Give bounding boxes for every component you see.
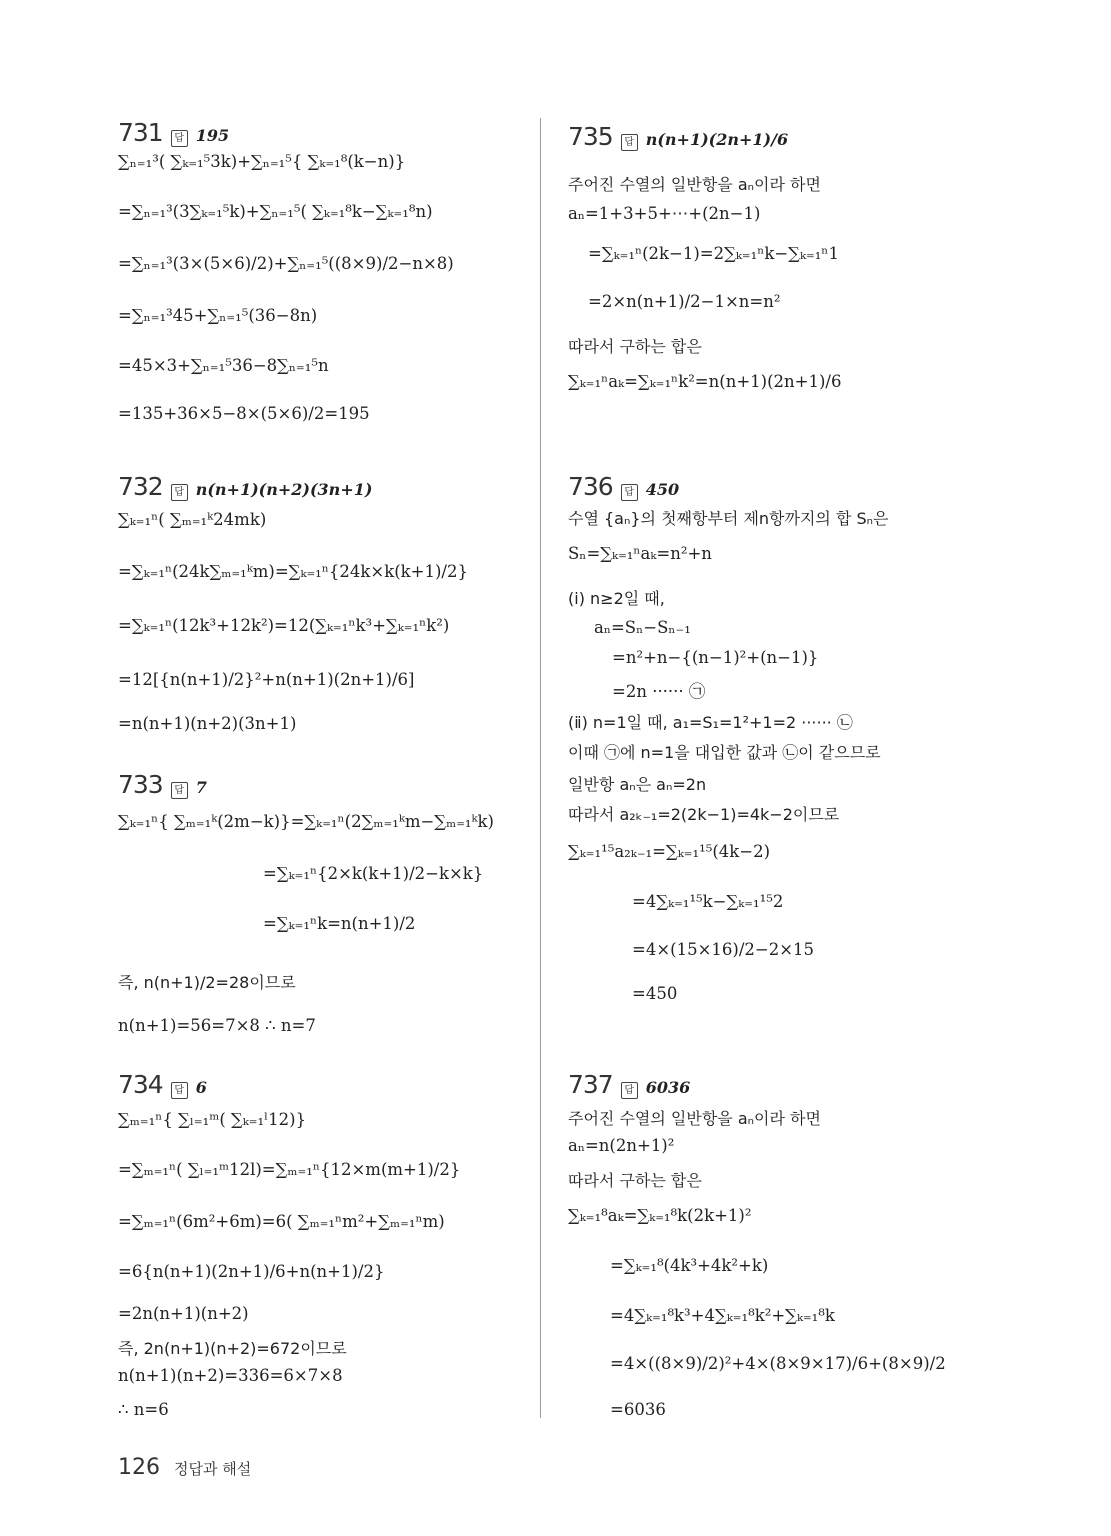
solution-line: Sₙ=∑ₖ₌₁ⁿaₖ=n²+n <box>568 544 712 563</box>
problem-number: 736 <box>568 472 613 501</box>
problem-number: 733 <box>118 770 163 799</box>
answer-badge-icon: 답 <box>621 134 638 151</box>
solution-line: ∑ₖ₌₁¹⁵a₂ₖ₋₁=∑ₖ₌₁¹⁵(4k−2) <box>568 842 771 861</box>
solution-line: ∑ₖ₌₁ⁿ( ∑ₘ₌₁ᵏ24mk) <box>118 510 267 529</box>
answer-badge-icon: 답 <box>171 782 188 799</box>
solution-line: 이때 ㉠에 n=1을 대입한 값과 ㉡이 같으므로 <box>568 743 881 762</box>
problem-732 <box>118 472 372 501</box>
answer-badge-icon: 답 <box>171 484 188 501</box>
problem-733 <box>118 770 207 799</box>
problem-number: 731 <box>118 118 163 147</box>
problem-737 <box>568 1070 690 1099</box>
solution-line: 즉, 2n(n+1)(n+2)=672이므로 <box>118 1339 347 1358</box>
solution-line: ∑ₘ₌₁ⁿ{ ∑ₗ₌₁ᵐ( ∑ₖ₌₁ˡ12)} <box>118 1110 307 1129</box>
problem-735 <box>568 122 788 151</box>
page-footer <box>118 1455 251 1480</box>
answer: n(n+1)(2n+1)/6 <box>645 130 789 149</box>
solution-line: =∑ₖ₌₁ⁿ(12k³+12k²)=12(∑ₖ₌₁ⁿk³+∑ₖ₌₁ⁿk²) <box>118 616 450 635</box>
solution-line: =2×n(n+1)/2−1×n=n² <box>588 292 781 311</box>
answer-badge-icon: 답 <box>621 1082 638 1099</box>
solution-line: 주어진 수열의 일반항을 aₙ이라 하면 <box>568 1109 821 1128</box>
solution-line: =45×3+∑ₙ₌₁⁵36−8∑ₙ₌₁⁵n <box>118 356 329 375</box>
solution-line: =450 <box>632 984 678 1003</box>
problem-number: 735 <box>568 122 613 151</box>
solution-line: aₙ=Sₙ−Sₙ₋₁ <box>594 618 691 637</box>
solution-line: =∑ₙ₌₁³45+∑ₙ₌₁⁵(36−8n) <box>118 306 318 325</box>
problem-734 <box>118 1070 207 1099</box>
solution-line: ∴ n=6 <box>118 1400 169 1419</box>
solution-line: =∑ₖ₌₁ⁿ(2k−1)=2∑ₖ₌₁ⁿk−∑ₖ₌₁ⁿ1 <box>588 244 839 263</box>
problem-736 <box>568 472 679 501</box>
solution-line: 따라서 구하는 합은 <box>568 1171 702 1190</box>
answer: 195 <box>195 126 230 145</box>
solution-line: =n²+n−{(n−1)²+(n−1)} <box>612 648 819 667</box>
solution-line: n(n+1)(n+2)=336=6×7×8 <box>118 1366 343 1385</box>
solution-line: ∑ₖ₌₁⁸aₖ=∑ₖ₌₁⁸k(2k+1)² <box>568 1206 752 1225</box>
solution-line: =∑ₖ₌₁ⁿ{2×k(k+1)/2−k×k} <box>263 864 484 883</box>
problem-number: 734 <box>118 1070 163 1099</box>
answer: 450 <box>645 480 680 499</box>
page-number: 126 <box>118 1455 160 1480</box>
solution-line: ∑ₙ₌₁³( ∑ₖ₌₁⁵3k)+∑ₙ₌₁⁵{ ∑ₖ₌₁⁸(k−n)} <box>118 152 406 171</box>
solution-line: =∑ₘ₌₁ⁿ(6m²+6m)=6( ∑ₘ₌₁ⁿm²+∑ₘ₌₁ⁿm) <box>118 1212 445 1231</box>
solution-line: =4∑ₖ₌₁¹⁵k−∑ₖ₌₁¹⁵2 <box>632 892 784 911</box>
solution-line: (ⅰ) n≥2일 때, <box>568 589 665 608</box>
solution-line: =4×((8×9)/2)²+4×(8×9×17)/6+(8×9)/2 <box>610 1354 946 1373</box>
solution-line: n(n+1)=56=7×8 ∴ n=7 <box>118 1016 316 1035</box>
solution-line: =4∑ₖ₌₁⁸k³+4∑ₖ₌₁⁸k²+∑ₖ₌₁⁸k <box>610 1306 835 1325</box>
answer: 7 <box>195 778 207 797</box>
answer: 6036 <box>645 1078 691 1097</box>
answer-badge-icon: 답 <box>621 484 638 501</box>
solution-line: =∑ₖ₌₁⁸(4k³+4k²+k) <box>610 1256 769 1275</box>
solution-line: =n(n+1)(n+2)(3n+1) <box>118 714 297 733</box>
solution-line: =6036 <box>610 1400 666 1419</box>
solution-line: =∑ₙ₌₁³(3×(5×6)/2)+∑ₙ₌₁⁵((8×9)/2−n×8) <box>118 254 454 273</box>
solution-line: (ⅱ) n=1일 때, a₁=S₁=1²+1=2 ······ ㉡ <box>568 713 853 732</box>
solution-line: =6{n(n+1)(2n+1)/6+n(n+1)/2} <box>118 1262 385 1281</box>
answer: 6 <box>195 1078 207 1097</box>
solution-line: 수열 {aₙ}의 첫째항부터 제n항까지의 합 Sₙ은 <box>568 509 889 528</box>
solution-line: 즉, n(n+1)/2=28이므로 <box>118 973 296 992</box>
solution-line: ∑ₖ₌₁ⁿaₖ=∑ₖ₌₁ⁿk²=n(n+1)(2n+1)/6 <box>568 372 842 391</box>
section-title: 정답과 해설 <box>174 1460 252 1478</box>
solution-line: aₙ=1+3+5+⋯+(2n−1) <box>568 204 761 223</box>
solution-line: 일반항 aₙ은 aₙ=2n <box>568 775 707 794</box>
problem-number: 732 <box>118 472 163 501</box>
solution-line: =12[{n(n+1)/2}²+n(n+1)(2n+1)/6] <box>118 670 415 689</box>
solution-line: =∑ₖ₌₁ⁿk=n(n+1)/2 <box>263 914 416 933</box>
solution-line: 주어진 수열의 일반항을 aₙ이라 하면 <box>568 175 821 194</box>
problem-731 <box>118 118 229 147</box>
solution-line: =2n(n+1)(n+2) <box>118 1304 249 1323</box>
solution-line: =135+36×5−8×(5×6)/2=195 <box>118 404 370 423</box>
solution-line: =∑ₙ₌₁³(3∑ₖ₌₁⁵k)+∑ₙ₌₁⁵( ∑ₖ₌₁⁸k−∑ₖ₌₁⁸n) <box>118 202 433 221</box>
answer-badge-icon: 답 <box>171 130 188 147</box>
solution-line: 따라서 구하는 합은 <box>568 337 702 356</box>
solution-line: =2n ······ ㉠ <box>612 682 706 701</box>
answer-badge-icon: 답 <box>171 1082 188 1099</box>
problem-number: 737 <box>568 1070 613 1099</box>
solution-line: =∑ₖ₌₁ⁿ(24k∑ₘ₌₁ᵏm)=∑ₖ₌₁ⁿ{24k×k(k+1)/2} <box>118 562 468 581</box>
solution-line: ∑ₖ₌₁ⁿ{ ∑ₘ₌₁ᵏ(2m−k)}=∑ₖ₌₁ⁿ(2∑ₘ₌₁ᵏm−∑ₘ₌₁ᵏk) <box>118 812 494 831</box>
column-divider <box>540 118 541 1418</box>
solution-line: =∑ₘ₌₁ⁿ( ∑ₗ₌₁ᵐ12l)=∑ₘ₌₁ⁿ{12×m(m+1)/2} <box>118 1160 461 1179</box>
solution-line: aₙ=n(2n+1)² <box>568 1136 675 1155</box>
answer: n(n+1)(n+2)(3n+1) <box>195 480 373 499</box>
solution-line: 따라서 a₂ₖ₋₁=2(2k−1)=4k−2이므로 <box>568 805 840 824</box>
solution-line: =4×(15×16)/2−2×15 <box>632 940 815 959</box>
